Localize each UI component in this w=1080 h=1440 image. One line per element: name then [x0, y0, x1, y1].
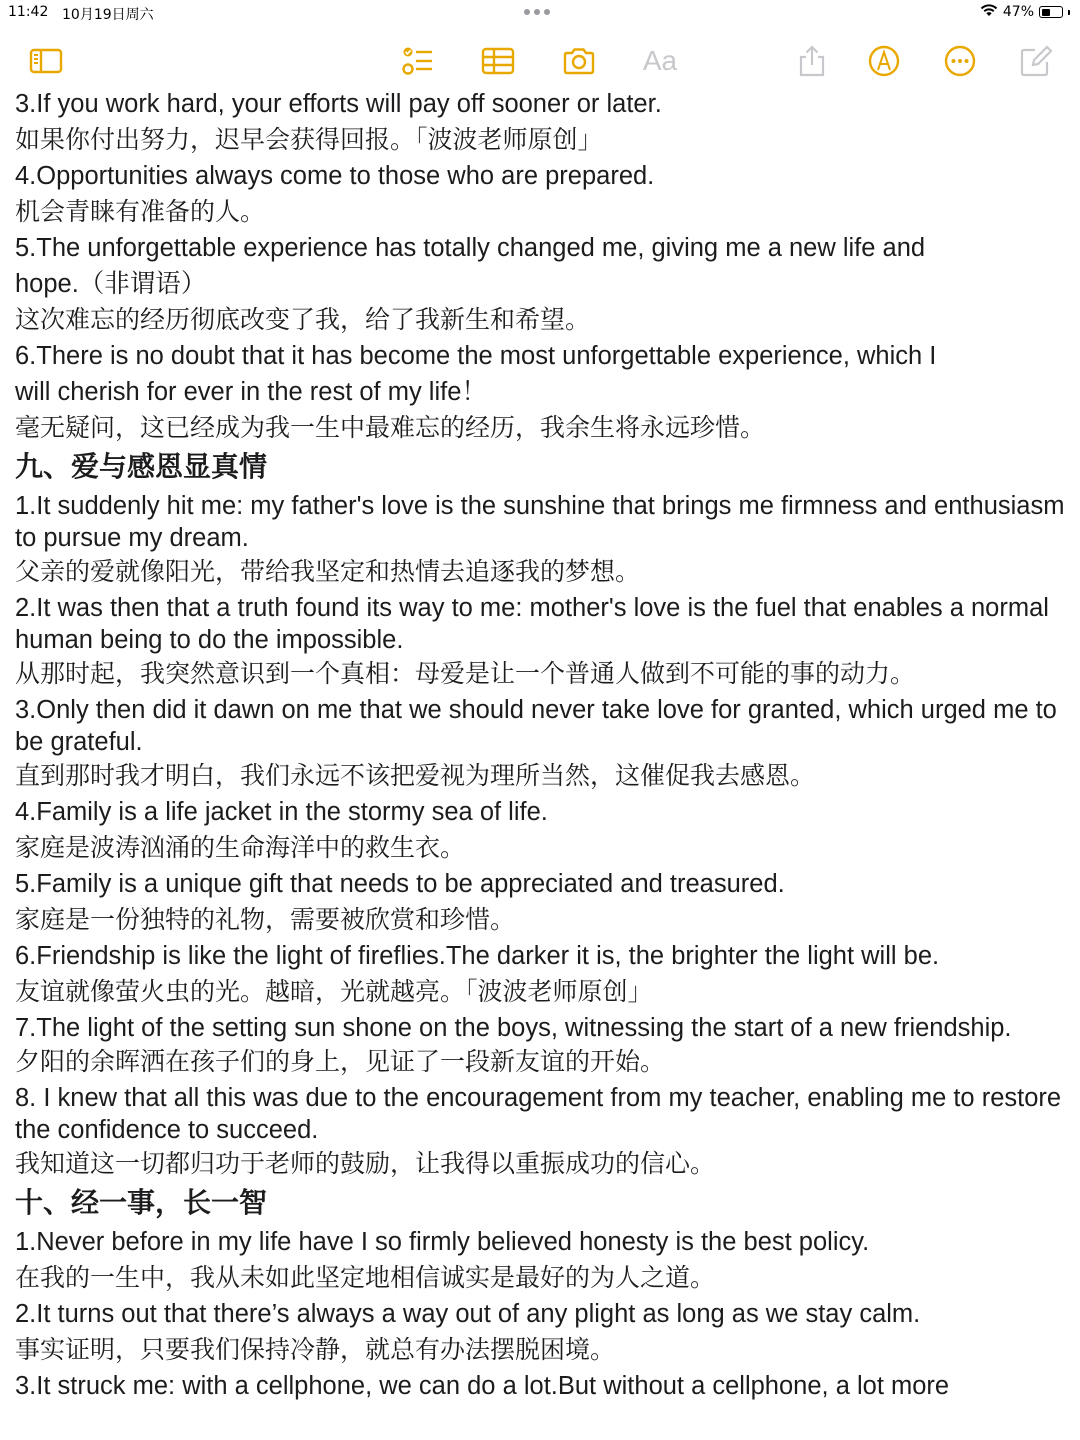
- multitasking-dots[interactable]: [524, 9, 550, 15]
- chinese-translation: 直到那时我才明白，我们永远不该把爱视为理所当然，这催促我去感恩。: [15, 761, 816, 790]
- english-sentence: 5.Family is a unique gift that needs to be appreciated and treasured.: [15, 870, 785, 898]
- sidebar-icon[interactable]: [29, 44, 63, 78]
- english-sentence: 8. I knew that all this was due to the encouragement from my teacher, enabling me to restore the confidence to succeed.: [15, 1084, 1062, 1144]
- note-body[interactable]: [15, 86, 1070, 1404]
- camera-icon[interactable]: [562, 44, 596, 78]
- battery-percent: 47%: [1002, 4, 1034, 20]
- compose-icon[interactable]: [1019, 44, 1053, 78]
- markup-icon[interactable]: [867, 44, 901, 78]
- status-date: 10月19日周六: [62, 7, 154, 23]
- chinese-translation: 如果你付出努力，迟早会获得回报。「波波老师原创」: [15, 125, 603, 154]
- more-icon[interactable]: [943, 44, 977, 78]
- english-sentence: 2.It was then that a truth found its way to me: mother's love is the fuel that enables a normal human being to do the impossible.: [15, 594, 1049, 654]
- chinese-translation: 友谊就像萤火虫的光。越暗，光就越亮。「波波老师原创」: [15, 977, 653, 1006]
- status-right: [980, 3, 1070, 21]
- chinese-translation: 从那时起，我突然意识到一个真相：母爱是让一个普通人做到不可能的事的动力。: [15, 659, 916, 688]
- chinese-translation: 家庭是波涛汹涌的生命海洋中的救生衣。: [15, 833, 466, 862]
- english-sentence: 5.The unforgettable experience has totally changed me, giving me a new life and: [15, 234, 926, 262]
- english-sentence: 3.Only then did it dawn on me that we should never take love for granted, which urged me to be grateful.: [15, 696, 1057, 756]
- checklist-icon[interactable]: [400, 44, 434, 78]
- notes-toolbar: [0, 36, 1080, 86]
- chinese-translation: 事实证明，只要我们保持冷静，就总有办法摆脱困境。: [15, 1335, 616, 1364]
- english-sentence: 4.Opportunities always come to those who are prepared.: [15, 162, 655, 190]
- english-sentence: 4.Family is a life jacket in the stormy sea of life.: [15, 798, 548, 826]
- status-bar: [0, 0, 1080, 28]
- status-time: 11:42: [8, 4, 49, 20]
- english-sentence: 3.If you work hard, your efforts will pay off sooner or later.: [15, 90, 662, 118]
- text-format-icon[interactable]: Aa: [642, 45, 678, 76]
- chinese-translation: 夕阳的余晖洒在孩子们的身上，见证了一段新友谊的开始。: [15, 1047, 666, 1076]
- english-sentence: 2.It turns out that there’s always a way out of any plight as long as we stay calm.: [15, 1300, 921, 1328]
- english-sentence: will cherish for ever in the rest of my life！: [15, 378, 487, 406]
- chinese-translation: 毫无疑问，这已经成为我一生中最难忘的经历，我余生将永远珍惜。: [15, 413, 766, 442]
- chinese-translation: 父亲的爱就像阳光，带给我坚定和热情去追逐我的梦想。: [15, 557, 641, 586]
- chinese-translation: 这次难忘的经历彻底改变了我，给了我新生和希望。: [15, 305, 591, 334]
- chinese-translation: 我知道这一切都归功于老师的鼓励，让我得以重振成功的信心。: [15, 1149, 716, 1178]
- english-sentence: hope.（非谓语）: [15, 270, 207, 298]
- english-sentence: 6.Friendship is like the light of fireflies.The darker it is, the brighter the light will be.: [15, 942, 940, 970]
- table-icon[interactable]: [481, 44, 515, 78]
- section-heading: 十、经一事，长一智: [15, 1186, 268, 1219]
- chinese-translation: 家庭是一份独特的礼物，需要被欣赏和珍惜。: [15, 905, 516, 934]
- wifi-icon: [980, 3, 998, 21]
- section-heading: 九、爱与感恩显真情: [15, 450, 268, 483]
- english-sentence: 7.The light of the setting sun shone on the boys, witnessing the start of a new friendship.: [15, 1014, 1012, 1042]
- chinese-translation: 在我的一生中，我从未如此坚定地相信诚实是最好的为人之道。: [15, 1263, 716, 1292]
- english-sentence: 6.There is no doubt that it has become the most unforgettable experience, which I: [15, 342, 937, 370]
- english-sentence: 3.It struck me: with a cellphone, we can do a lot.But without a cellphone, a lot more: [15, 1372, 950, 1400]
- english-sentence: 1.It suddenly hit me: my father's love is the sunshine that brings me firmness and enthusiasm to pursue my dream.: [15, 492, 1065, 552]
- share-icon[interactable]: [795, 44, 829, 78]
- chinese-translation: 机会青睐有准备的人。: [15, 197, 266, 226]
- battery-icon: [1039, 6, 1063, 18]
- english-sentence: 1.Never before in my life have I so firmly believed honesty is the best policy.: [15, 1228, 870, 1256]
